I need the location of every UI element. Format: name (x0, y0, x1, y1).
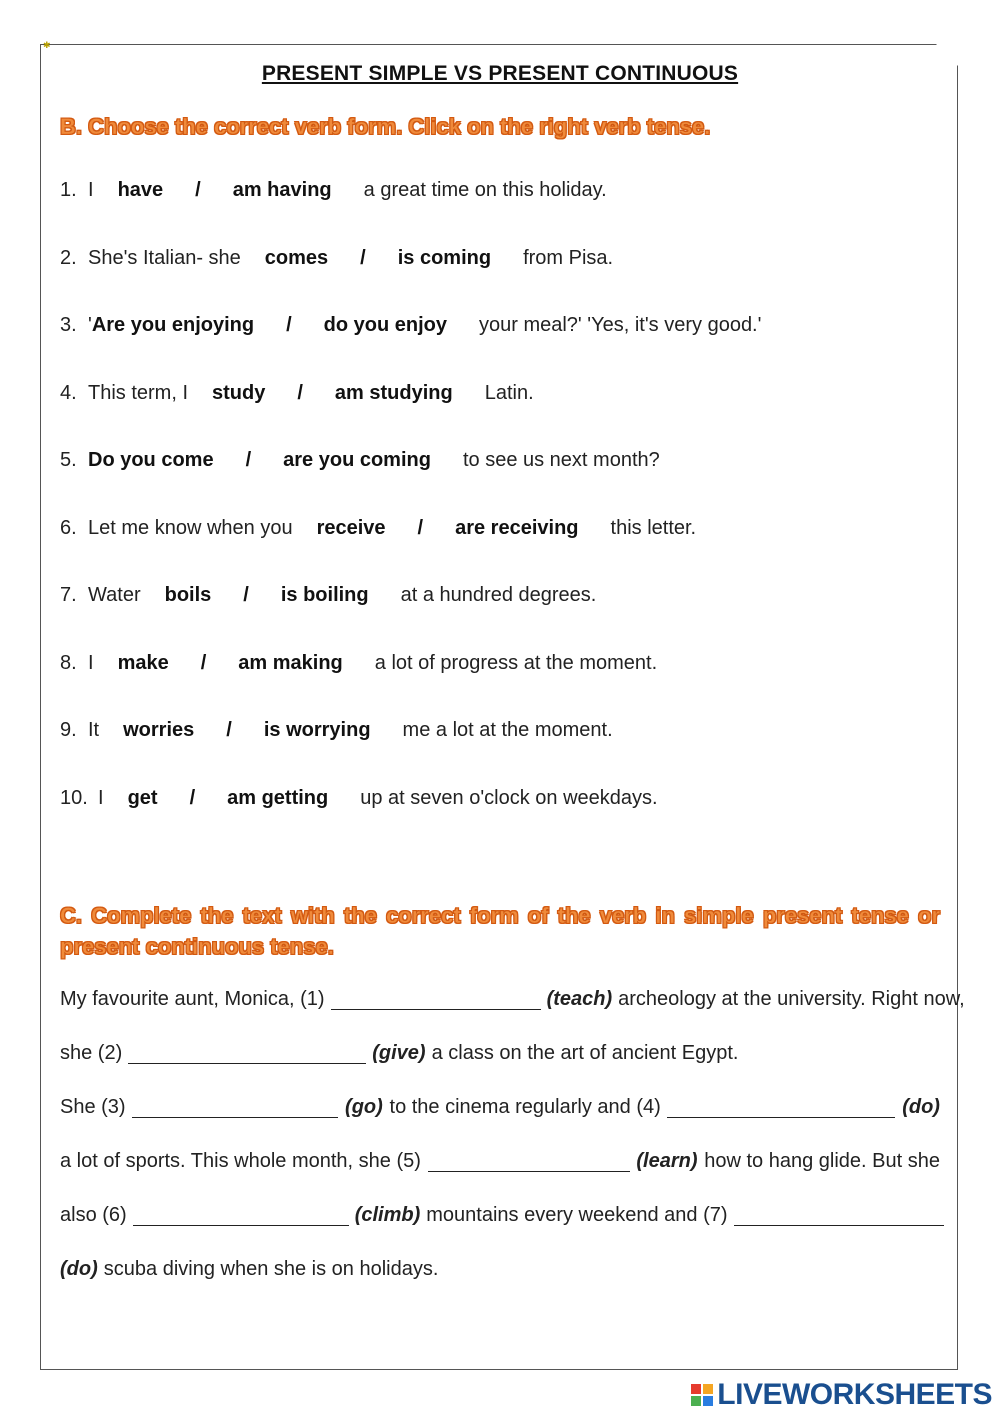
section-b-heading: B. Choose the correct verb form. Click on the right verb tense. (60, 114, 711, 139)
verb-option-2[interactable]: am studying (334, 381, 453, 404)
option-separator: / (226, 718, 232, 741)
verb-option-1[interactable]: have (117, 178, 164, 201)
option-separator: / (195, 178, 201, 201)
text-segment: to the cinema regularly and (4) (389, 1095, 661, 1118)
option-separator: / (189, 786, 196, 809)
logo-text: LIVEWORKSHEETS (717, 1378, 992, 1411)
question-text-after: a great time on this holiday. (363, 178, 607, 201)
text-segment: My favourite aunt, Monica, (1) (60, 987, 325, 1010)
question-number: 8. (60, 651, 77, 674)
verb-option-2[interactable]: am making (238, 651, 343, 674)
paragraph-line-6 (60, 1254, 940, 1284)
question-number: 10. (60, 786, 88, 809)
verb-option-2[interactable]: is worrying (263, 718, 371, 741)
question-text-before: I (88, 651, 94, 674)
text-segment: She (3) (60, 1095, 126, 1118)
question-text-after: this letter. (610, 516, 697, 539)
option-separator: / (297, 381, 303, 404)
blank-5-input[interactable] (428, 1151, 630, 1172)
verb-hint: (do) (60, 1257, 98, 1280)
blank-1-input[interactable] (331, 989, 541, 1010)
question-row (60, 648, 657, 678)
question-number: 1. (60, 178, 77, 201)
logo-square (691, 1384, 701, 1394)
logo-grid-icon (691, 1384, 713, 1406)
question-number: 7. (60, 583, 77, 606)
question-text-before: Water (88, 583, 141, 606)
question-text-before: It (88, 718, 100, 741)
paragraph-line-4 (60, 1146, 940, 1176)
question-row (60, 445, 660, 475)
question-number: 2. (60, 246, 77, 269)
verb-hint: (learn) (636, 1149, 698, 1172)
blank-4-input[interactable] (667, 1097, 895, 1118)
corner-marker-icon: ✱ (43, 40, 51, 50)
paragraph-line-2 (60, 1038, 940, 1068)
question-row (60, 175, 607, 205)
question-number: 5. (60, 448, 77, 471)
question-text-before: I (98, 786, 104, 809)
verb-option-2[interactable]: am having (232, 178, 332, 201)
option-separator: / (286, 313, 292, 336)
option-separator: / (200, 651, 207, 674)
verb-hint: (do) (902, 1095, 940, 1118)
question-text-after: from Pisa. (523, 246, 614, 269)
paragraph-line-3 (60, 1092, 940, 1122)
question-text-before: She's Italian- she (88, 246, 241, 269)
blank-7-input[interactable] (734, 1205, 944, 1226)
question-text-before: This term, I (88, 381, 189, 404)
option-separator: / (360, 246, 366, 269)
text-segment: a class on the art of ancient Egypt. (431, 1041, 739, 1064)
verb-option-2[interactable]: is coming (397, 246, 492, 269)
verb-option-1[interactable]: comes (264, 246, 329, 269)
question-text-after: up at seven o'clock on weekdays. (360, 786, 658, 809)
question-row (60, 783, 658, 813)
liveworksheets-logo[interactable] (691, 1378, 992, 1412)
verb-option-1[interactable]: boils (164, 583, 212, 606)
question-text-after: a lot of progress at the moment. (374, 651, 658, 674)
verb-hint: (give) (372, 1041, 426, 1064)
verb-hint: (go) (345, 1095, 383, 1118)
verb-option-1[interactable]: Are you enjoying (91, 313, 255, 336)
verb-hint: (climb) (354, 1203, 421, 1226)
option-separator: / (245, 448, 252, 471)
blank-6-input[interactable] (133, 1205, 349, 1226)
text-segment: a lot of sports. This whole month, she (5) (60, 1149, 421, 1172)
question-text-before: ' (88, 313, 92, 336)
question-row (60, 378, 534, 408)
blank-2-input[interactable] (128, 1043, 366, 1064)
question-number: 9. (60, 718, 77, 741)
paragraph-line-1 (60, 984, 965, 1014)
question-number: 3. (60, 313, 77, 336)
text-segment: scuba diving when she is on holidays. (103, 1257, 439, 1280)
question-text-before: I (88, 178, 94, 201)
logo-square (691, 1396, 701, 1406)
verb-option-1[interactable]: receive (316, 516, 386, 539)
verb-option-2[interactable]: do you enjoy (323, 313, 447, 336)
question-row (60, 243, 613, 273)
text-segment: she (2) (60, 1041, 123, 1064)
question-row (60, 310, 761, 340)
question-row (60, 715, 613, 745)
text-segment: archeology at the university. Right now, (618, 987, 965, 1010)
verb-option-1[interactable]: Do you come (88, 448, 214, 471)
verb-option-2[interactable]: are you coming (283, 448, 431, 471)
text-segment: how to hang glide. But she (704, 1149, 940, 1172)
verb-option-1[interactable]: get (127, 786, 158, 809)
question-text-after: Latin. (484, 381, 534, 404)
option-separator: / (243, 583, 249, 606)
logo-square (703, 1396, 713, 1406)
text-segment: mountains every weekend and (7) (426, 1203, 728, 1226)
verb-option-1[interactable]: worries (123, 718, 195, 741)
verb-hint: (teach) (546, 987, 613, 1010)
question-row (60, 580, 596, 610)
verb-option-2[interactable]: am getting (227, 786, 329, 809)
page-title: PRESENT SIMPLE VS PRESENT CONTINUOUS (261, 62, 739, 85)
question-text-after: to see us next month? (462, 448, 660, 471)
logo-square (703, 1384, 713, 1394)
question-number: 4. (60, 381, 77, 404)
verb-option-1[interactable]: make (117, 651, 169, 674)
question-number: 6. (60, 516, 77, 539)
paragraph-line-5 (60, 1200, 940, 1230)
verb-option-2[interactable]: is boiling (280, 583, 369, 606)
section-c-heading: C. Complete the text with the correct form of the verb in simple present tense or present continuous tense. (60, 903, 940, 959)
text-segment: also (6) (60, 1203, 127, 1226)
option-separator: / (417, 516, 424, 539)
verb-option-1[interactable]: study (212, 381, 266, 404)
blank-3-input[interactable] (132, 1097, 338, 1118)
question-text-after: your meal?' 'Yes, it's very good.' (478, 313, 762, 336)
question-text-after: at a hundred degrees. (400, 583, 597, 606)
verb-option-2[interactable]: are receiving (455, 516, 579, 539)
question-row (60, 513, 696, 543)
question-text-after: me a lot at the moment. (402, 718, 613, 741)
question-text-before: Let me know when you (88, 516, 293, 539)
